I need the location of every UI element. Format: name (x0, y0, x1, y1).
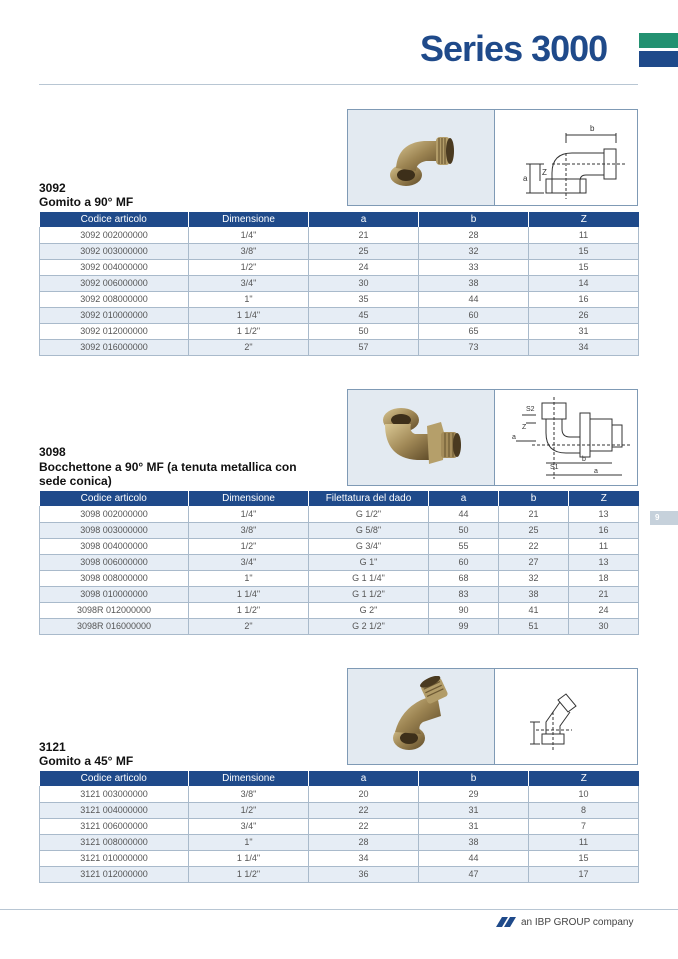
table-cell: 55 (429, 538, 499, 554)
table-row (40, 522, 639, 538)
table-cell: 3121 006000000 (40, 818, 189, 834)
table-cell: 3098 003000000 (40, 522, 189, 538)
footer-text: an IBP GROUP company (521, 916, 634, 928)
union-90-drawing-icon (495, 390, 637, 485)
table-cell: 31 (419, 802, 529, 818)
table-cell: 11 (529, 227, 639, 243)
union-90-photo-icon (348, 390, 495, 485)
table-cell: 1 1/4" (189, 307, 309, 323)
elbow-90-photo-icon (348, 110, 495, 205)
dim-s2-label: S2 (526, 405, 535, 413)
table-cell: 15 (529, 243, 639, 259)
table-cell: 3121 004000000 (40, 802, 189, 818)
table-cell: 3121 003000000 (40, 786, 189, 802)
series-logo-icon (639, 33, 678, 67)
col-header: b (419, 771, 529, 786)
table-cell: 65 (419, 323, 529, 339)
table-cell: G 1 1/4" (309, 570, 429, 586)
section-title-3092: Gomito a 90° MF (39, 195, 134, 209)
table-cell: 36 (309, 866, 419, 882)
table-cell: 32 (419, 243, 529, 259)
section-title-3098: Bocchettone a 90° MF (a tenuta metallica con sede conica) (39, 460, 297, 488)
table-cell: G 1 1/2" (309, 586, 429, 602)
table-cell: 3121 010000000 (40, 850, 189, 866)
table-cell: 15 (529, 259, 639, 275)
table-row (40, 506, 639, 522)
table-cell: 14 (529, 275, 639, 291)
table-cell: 3/4" (189, 275, 309, 291)
table-row (40, 243, 639, 259)
col-header: Z (569, 491, 639, 506)
table-cell: 21 (569, 586, 639, 602)
table-cell: 3098 008000000 (40, 570, 189, 586)
table-cell: 1/4" (189, 506, 309, 522)
table-cell: 3098 010000000 (40, 586, 189, 602)
dim-b-label: b (590, 123, 595, 133)
product-image-3098 (347, 389, 638, 486)
dim-a-label: a (523, 173, 528, 183)
page-number-tab: 9 (650, 511, 678, 525)
table-cell: 44 (419, 850, 529, 866)
dim-z-label: Z (542, 167, 547, 177)
table-cell: 28 (419, 227, 529, 243)
table-cell: 3092 006000000 (40, 275, 189, 291)
footer-divider (0, 909, 678, 910)
table-cell: 7 (529, 818, 639, 834)
table-cell: 1" (189, 834, 309, 850)
table-cell: 3092 012000000 (40, 323, 189, 339)
table-cell: 60 (419, 307, 529, 323)
section-code-3092: 3092 (39, 181, 66, 195)
col-header: Dimensione (189, 212, 309, 227)
table-cell: 90 (429, 602, 499, 618)
table-cell: 3098R 012000000 (40, 602, 189, 618)
spec-table-3121 (39, 771, 639, 883)
col-header: Z (529, 212, 639, 227)
table-cell: 33 (419, 259, 529, 275)
table-cell: 44 (419, 291, 529, 307)
table-cell: 3/8" (189, 786, 309, 802)
table-row (40, 538, 639, 554)
table-cell: 44 (429, 506, 499, 522)
table-cell: 25 (499, 522, 569, 538)
table-cell: 13 (569, 554, 639, 570)
table-cell: G 2" (309, 602, 429, 618)
table-cell: 34 (309, 850, 419, 866)
table-row (40, 586, 639, 602)
table-cell: 3098 002000000 (40, 506, 189, 522)
table-cell: 35 (309, 291, 419, 307)
col-header: a (309, 212, 419, 227)
table-cell: 29 (419, 786, 529, 802)
table-cell: 83 (429, 586, 499, 602)
table-cell: 15 (529, 850, 639, 866)
col-header: Filettatura del dado (309, 491, 429, 506)
table-row (40, 275, 639, 291)
table-row (40, 802, 639, 818)
table-cell: 45 (309, 307, 419, 323)
table-cell: 38 (499, 586, 569, 602)
table-row (40, 259, 639, 275)
table-row (40, 850, 639, 866)
col-header: a (309, 771, 419, 786)
table-cell: 1 1/4" (189, 586, 309, 602)
table-row (40, 570, 639, 586)
table-cell: 16 (529, 291, 639, 307)
table-cell: 1 1/4" (189, 850, 309, 866)
table-row (40, 618, 639, 634)
col-header: Dimensione (189, 771, 309, 786)
product-image-3121 (347, 668, 638, 765)
elbow-45-photo-icon (348, 669, 495, 764)
section-code-3121: 3121 (39, 740, 66, 754)
table-cell: 38 (419, 275, 529, 291)
table-row (40, 291, 639, 307)
section-code-3098: 3098 (39, 445, 66, 459)
elbow-45-drawing-icon (495, 669, 637, 764)
table-cell: 57 (309, 339, 419, 355)
table-cell: 1 1/2" (189, 866, 309, 882)
table-cell: 1/2" (189, 802, 309, 818)
col-header: b (499, 491, 569, 506)
table-row (40, 818, 639, 834)
table-cell: G 5/8" (309, 522, 429, 538)
table-cell: 68 (429, 570, 499, 586)
table-row (40, 339, 639, 355)
table-cell: 21 (499, 506, 569, 522)
table-cell: 2" (189, 339, 309, 355)
ibp-logo-icon (496, 917, 518, 927)
col-header: a (429, 491, 499, 506)
table-cell: 1" (189, 570, 309, 586)
table-row (40, 834, 639, 850)
series-title: Series 3000 (420, 28, 608, 69)
table-cell: 32 (499, 570, 569, 586)
col-header: Dimensione (189, 491, 309, 506)
table-cell: 50 (429, 522, 499, 538)
table-cell: 99 (429, 618, 499, 634)
table-cell: G 1/2" (309, 506, 429, 522)
table-cell: 8 (529, 802, 639, 818)
col-header: Codice articolo (40, 491, 189, 506)
elbow-90-drawing-icon (495, 110, 637, 205)
table-cell: 50 (309, 323, 419, 339)
table-cell: 3092 016000000 (40, 339, 189, 355)
table-cell: 24 (309, 259, 419, 275)
table-cell: 47 (419, 866, 529, 882)
table-row (40, 323, 639, 339)
col-header: Codice articolo (40, 212, 189, 227)
table-cell: 3121 012000000 (40, 866, 189, 882)
table-cell: 25 (309, 243, 419, 259)
table-cell: 28 (309, 834, 419, 850)
table-cell: 13 (569, 506, 639, 522)
table-cell: 1/4" (189, 227, 309, 243)
table-cell: 2" (189, 618, 309, 634)
table-cell: 60 (429, 554, 499, 570)
dim-s1-label: S1 (550, 463, 559, 471)
table-cell: 16 (569, 522, 639, 538)
table-cell: 34 (529, 339, 639, 355)
table-cell: G 2 1/2" (309, 618, 429, 634)
table-cell: 1" (189, 291, 309, 307)
table-row (40, 866, 639, 882)
table-cell: 3/4" (189, 554, 309, 570)
header-divider (39, 84, 638, 85)
col-header: Z (529, 771, 639, 786)
table-cell: 22 (309, 802, 419, 818)
col-header: Codice articolo (40, 771, 189, 786)
table-cell: 1/2" (189, 538, 309, 554)
product-image-3092 (347, 109, 638, 206)
col-header: b (419, 212, 529, 227)
table-cell: 31 (419, 818, 529, 834)
table-cell: 1 1/2" (189, 323, 309, 339)
table-cell: 3121 008000000 (40, 834, 189, 850)
table-cell: 3098 004000000 (40, 538, 189, 554)
table-cell: 3092 010000000 (40, 307, 189, 323)
table-cell: G 3/4" (309, 538, 429, 554)
spec-table-3092 (39, 212, 639, 356)
table-cell: 3092 004000000 (40, 259, 189, 275)
spec-table-3098 (39, 491, 639, 635)
table-row (40, 602, 639, 618)
table-row (40, 554, 639, 570)
dim-b-label: b (582, 455, 586, 463)
table-cell: 73 (419, 339, 529, 355)
table-cell: 11 (529, 834, 639, 850)
table-cell: 41 (499, 602, 569, 618)
table-cell: 30 (569, 618, 639, 634)
section-title-3121: Gomito a 45° MF (39, 754, 134, 768)
table-cell: 10 (529, 786, 639, 802)
table-cell: 3098R 016000000 (40, 618, 189, 634)
table-cell: 3/8" (189, 243, 309, 259)
table-cell: 3098 006000000 (40, 554, 189, 570)
table-cell: 1 1/2" (189, 602, 309, 618)
table-row (40, 786, 639, 802)
table-cell: G 1" (309, 554, 429, 570)
table-cell: 1/2" (189, 259, 309, 275)
dim-a-label: a (512, 433, 516, 441)
table-cell: 21 (309, 227, 419, 243)
table-cell: 3092 003000000 (40, 243, 189, 259)
table-cell: 3/4" (189, 818, 309, 834)
table-cell: 3092 002000000 (40, 227, 189, 243)
table-cell: 26 (529, 307, 639, 323)
table-cell: 11 (569, 538, 639, 554)
dim-z-label: Z (522, 423, 527, 431)
table-cell: 30 (309, 275, 419, 291)
table-cell: 3092 008000000 (40, 291, 189, 307)
table-cell: 24 (569, 602, 639, 618)
table-cell: 38 (419, 834, 529, 850)
table-cell: 22 (499, 538, 569, 554)
table-cell: 22 (309, 818, 419, 834)
table-row (40, 227, 639, 243)
footer (496, 915, 633, 929)
table-cell: 3/8" (189, 522, 309, 538)
dim-a2-label: a (594, 467, 598, 475)
table-cell: 51 (499, 618, 569, 634)
table-cell: 20 (309, 786, 419, 802)
table-cell: 18 (569, 570, 639, 586)
table-row (40, 307, 639, 323)
table-cell: 17 (529, 866, 639, 882)
table-cell: 31 (529, 323, 639, 339)
table-cell: 27 (499, 554, 569, 570)
